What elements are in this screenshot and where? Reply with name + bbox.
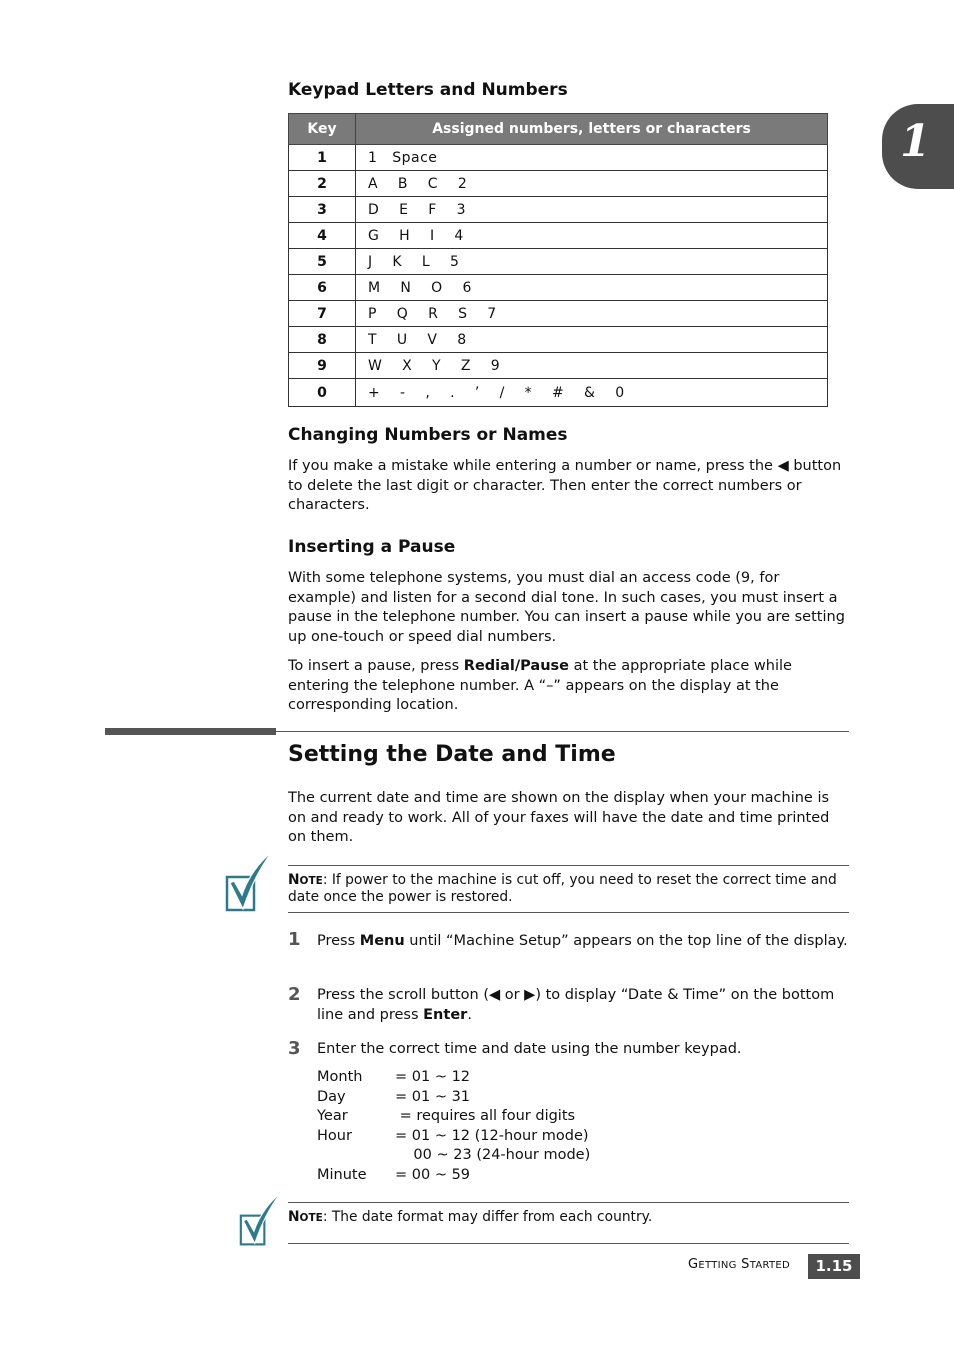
step-text-a: Enter the correct time and date using the number keypad. (317, 1041, 742, 1057)
chars-cell: A B C 2 (356, 171, 828, 197)
table-row (289, 353, 828, 379)
pause-text-b: at the appropriate place while entering the telephone number. A “–” appears on the display at the corresponding location. (288, 658, 792, 713)
note-label-rest: OTE (299, 1212, 323, 1224)
note-text: : The date format may differ from each country. (322, 1209, 653, 1225)
range-label: Minute (317, 1166, 367, 1183)
note-label (288, 1209, 323, 1225)
changing-text-b: button to delete the last digit or character. Then enter the correct numbers or characters. (288, 458, 842, 513)
table-row (289, 249, 828, 275)
footer-chapter-label (688, 1257, 790, 1272)
note-bottom-rule (288, 912, 849, 913)
range-value: = 01 ~ 12 (12-hour mode) (395, 1127, 589, 1144)
chars-cell: + - , . ’ / * # & 0 (356, 379, 828, 407)
chars-cell: M N O 6 (356, 275, 828, 301)
table-row (289, 275, 828, 301)
table-row (289, 327, 828, 353)
chars-cell: 1 Space (356, 145, 828, 171)
key-cell: 0 (289, 379, 356, 407)
enter-label: Enter (423, 1006, 468, 1023)
note-label (288, 872, 323, 888)
menu-label: Menu (359, 933, 405, 949)
footer-tarted: TARTED (749, 1260, 791, 1271)
table-row (289, 301, 828, 327)
note-power (288, 873, 850, 905)
step-text-b: until “Machine Setup” appears on the top line of the display. (404, 933, 848, 949)
chars-cell: W X Y Z 9 (356, 353, 828, 379)
footer-etting: ETTING (698, 1260, 737, 1271)
keypad-table (288, 113, 828, 407)
chars-cell: G H I 4 (356, 223, 828, 249)
step-number: 1 (288, 929, 301, 950)
key-cell: 2 (289, 171, 356, 197)
range-value: = 01 ~ 31 (395, 1088, 471, 1105)
range-row (317, 1166, 590, 1186)
step-text-a: Press the scroll button (◀ or ▶) to display “Date & Time” on the bottom line and press (317, 987, 835, 1023)
left-arrow-icon: ◀ (777, 458, 789, 474)
note-bottom-rule (288, 1243, 849, 1244)
range-row (317, 1146, 590, 1166)
pause-paragraph-2 (288, 657, 850, 716)
note-text: : If power to the machine is cut off, you need to reset the correct time and date once the power is restored. (288, 872, 837, 905)
changing-heading: Changing Numbers or Names (288, 425, 568, 445)
key-cell: 7 (289, 301, 356, 327)
note-check-icon (238, 1193, 282, 1247)
page-number: 1.15 (808, 1254, 860, 1279)
section-title: Setting the Date and Time (288, 742, 616, 767)
footer-s: S (736, 1257, 750, 1272)
changing-text-a: If you make a mistake while entering a number or name, press the (288, 458, 778, 474)
note-check-icon (224, 851, 274, 913)
range-value: = requires all four digits (395, 1108, 576, 1124)
range-value: = 00 ~ 59 (395, 1166, 471, 1183)
table-row (289, 197, 828, 223)
step-text-a: Press (317, 933, 360, 949)
step-text (317, 986, 852, 1025)
chars-cell: T U V 8 (356, 327, 828, 353)
table-row (289, 223, 828, 249)
key-cell: 6 (289, 275, 356, 301)
pause-paragraph-1: With some telephone systems, you must dial an access code (9, for example) and listen for a second dial tone. In such cases, you must insert a pause in the telephone number. You can insert a pause while you are setting up one-touch or speed dial numbers. (288, 570, 845, 645)
note-top-rule (288, 1202, 849, 1203)
step-number: 3 (288, 1038, 301, 1059)
redial-pause-label: Redial/Pause (463, 658, 569, 674)
range-row (317, 1068, 590, 1088)
range-row (317, 1107, 590, 1127)
table-row (289, 379, 828, 407)
range-row (317, 1127, 590, 1147)
section-rule-thick (105, 728, 276, 735)
footer-g: G (688, 1257, 699, 1272)
key-cell: 1 (289, 145, 356, 171)
key-cell: 3 (289, 197, 356, 223)
pause-text-a: To insert a pause, press (288, 658, 464, 674)
pause-heading: Inserting a Pause (288, 537, 456, 557)
note-date-format (288, 1210, 850, 1227)
header-key: Key (289, 114, 356, 145)
header-assigned: Assigned numbers, letters or characters (356, 114, 828, 145)
step-text-b: . (467, 1006, 472, 1023)
chars-cell: D E F 3 (356, 197, 828, 223)
step-text (317, 1040, 852, 1060)
range-label: Year (317, 1108, 348, 1124)
note-label-first: N (288, 1209, 300, 1225)
keypad-heading: Keypad Letters and Numbers (288, 80, 568, 100)
chars-cell: J K L 5 (356, 249, 828, 275)
step-number: 2 (288, 984, 301, 1005)
key-cell: 4 (289, 223, 356, 249)
chapter-number: 1 (900, 116, 931, 167)
chars-cell: P Q R S 7 (356, 301, 828, 327)
chapter-tab (882, 104, 954, 189)
key-cell: 5 (289, 249, 356, 275)
step-text (317, 931, 852, 952)
table-row (289, 171, 828, 197)
note-top-rule (288, 865, 849, 866)
range-label: Month (317, 1069, 363, 1085)
range-label: Hour (317, 1127, 352, 1144)
range-row (317, 1088, 590, 1108)
note-label-first: N (288, 872, 300, 888)
note-label-rest: OTE (299, 875, 323, 887)
section-rule-thin (276, 731, 849, 732)
datetime-ranges (317, 1068, 590, 1185)
range-value: 00 ~ 23 (24-hour mode) (395, 1147, 591, 1163)
range-label: Day (317, 1088, 346, 1105)
datetime-intro: The current date and time are shown on the display when your machine is on and ready to work. All of your faxes will have the date and time printed on them. (288, 790, 830, 845)
key-cell: 8 (289, 327, 356, 353)
changing-paragraph (288, 457, 850, 516)
key-cell: 9 (289, 353, 356, 379)
table-header-row (289, 114, 828, 145)
range-value: = 01 ~ 12 (395, 1069, 471, 1085)
table-row (289, 145, 828, 171)
